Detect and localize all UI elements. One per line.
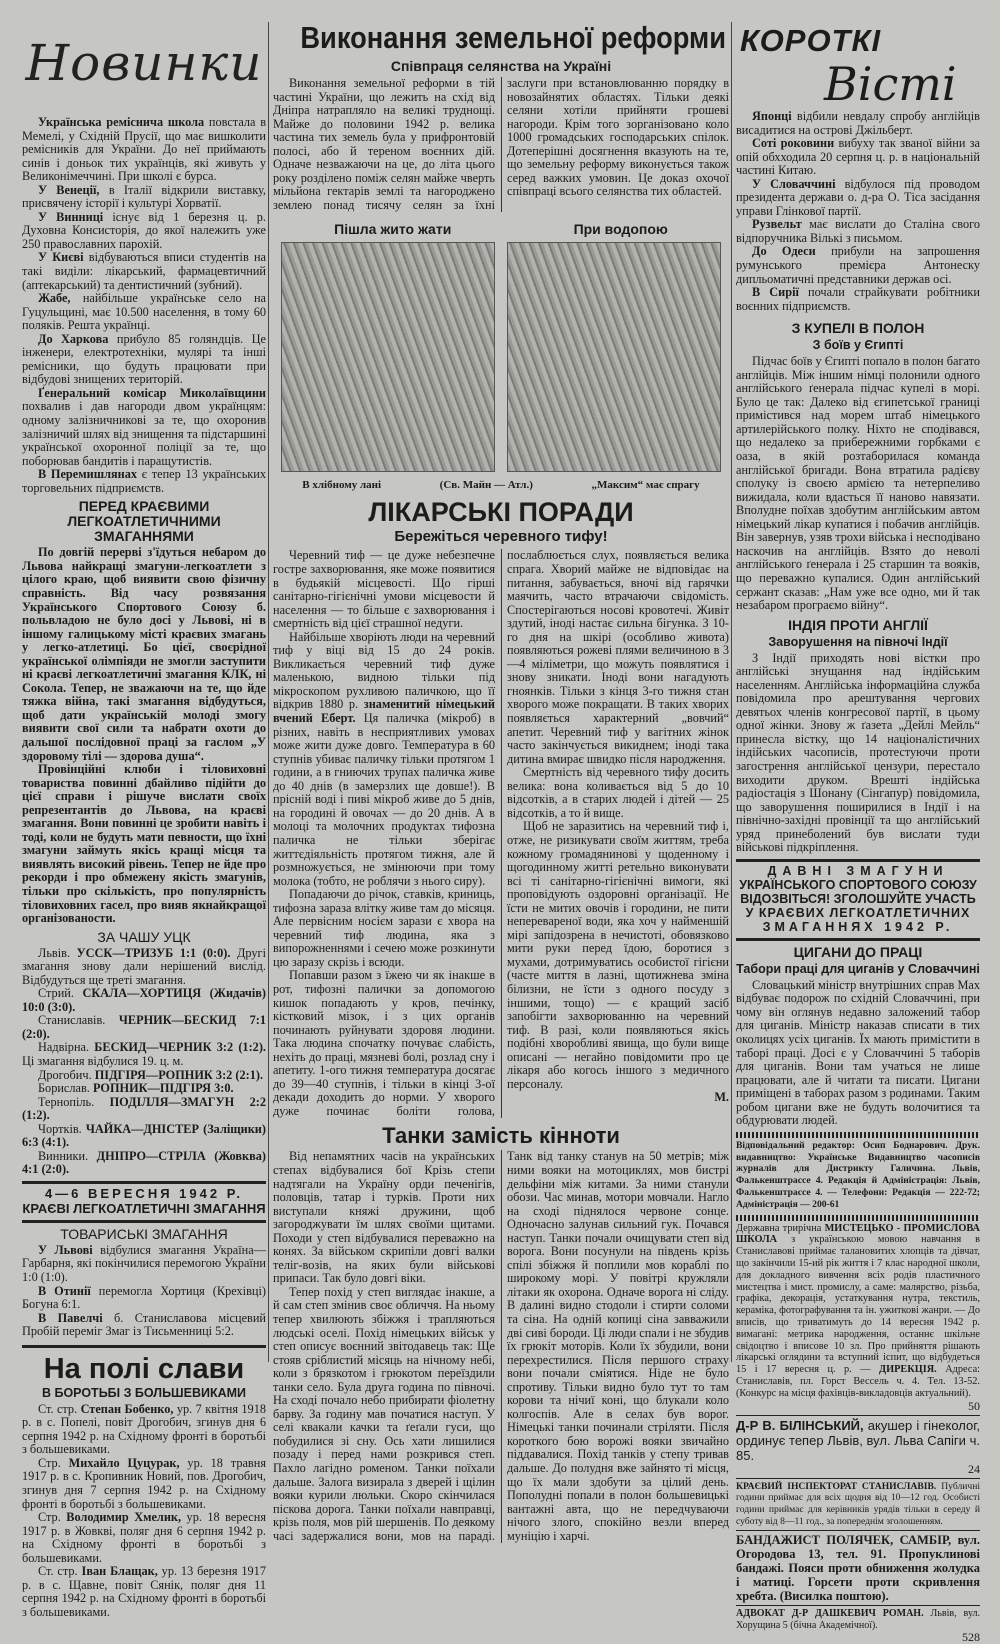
tanks-headline: Танки замість кінноти <box>382 1123 620 1149</box>
text: Чортків. <box>37 1121 86 1136</box>
bath-subtitle: З боїв у Єгипті <box>812 338 904 353</box>
paragraph <box>273 631 495 888</box>
bold-lead: ЧЕРНИК—БЕСКИД 7:1 (2:0). <box>22 1013 266 1041</box>
text: Ст. стр. <box>37 1564 82 1579</box>
news-item <box>22 184 266 211</box>
bold-lead: Степан Бобенко, <box>80 1401 174 1416</box>
paragraph <box>736 1140 980 1211</box>
bold-lead: Ґенеральний комісар Миколаївщини <box>37 385 266 400</box>
text: відбулося під проводом президента держави о. д-ра О. Тіса засідання управи Глінкової партії. <box>736 176 980 218</box>
divider <box>736 859 980 862</box>
news-item <box>736 110 980 137</box>
glory-subtitle: В БОРОТЬБІ З БОЛЬШЕВИКАМИ <box>41 1385 247 1400</box>
bold-lead: У Словаччині <box>751 176 836 191</box>
news-item <box>736 137 980 178</box>
short-news-list <box>736 110 980 313</box>
divider <box>22 1345 266 1348</box>
medical-subtitle: Бережіться черевного тифу! <box>394 528 608 546</box>
cup-results <box>22 947 266 1177</box>
news-item <box>22 211 266 252</box>
divider <box>22 1220 266 1223</box>
bold-lead: Жабе, <box>37 291 71 306</box>
bold-lead: Рузвельт <box>751 217 802 232</box>
veterans-banner <box>736 864 980 934</box>
text: б. Станиславова місцевий Пробій переміг Змаг із Тисьменниці 5:2. <box>22 1310 266 1339</box>
bold-lead: ЧАЙКА—ДНІСТЕР (Заліщики) 6:3 (4:1). <box>22 1121 266 1150</box>
friendly-heading: ТОВАРИСЬКІ ЗМАГАННЯ <box>60 1225 228 1242</box>
reform-headline: Виконання земельної реформи <box>300 20 727 55</box>
paragraph <box>273 1150 495 1285</box>
reform-article <box>273 77 729 212</box>
divider <box>22 1181 266 1184</box>
ad-number: 24 <box>968 1461 980 1476</box>
bold-lead: У Львові <box>37 1242 93 1257</box>
paragraph <box>736 979 980 1128</box>
text: відбулися змагання Україна—Гарбарня, які покінчилися перемогою України 1:0 (1:0). <box>22 1242 266 1285</box>
news-item <box>22 292 266 333</box>
school-ad <box>736 1223 980 1400</box>
text: Публичні години приймає для всіх щодня від 10—12 год. Особисті години приймає для керівників урядів тільки в середу й суботу від 8—11 год., за попереднім зголошенням. <box>736 1480 981 1527</box>
text: Станиславів. <box>37 1013 119 1028</box>
korotki-visti-logo <box>736 18 980 110</box>
text: прибули на запрошення румунського премієра Антонеску дипльоматичні представники держав осі. <box>736 244 980 286</box>
photo-titles <box>273 220 729 238</box>
tanks-article <box>273 1150 729 1543</box>
match-result <box>22 947 266 988</box>
text: Стрий. <box>37 986 83 1001</box>
logo-bottom: Вісті <box>824 57 957 111</box>
column-rule <box>731 22 732 1362</box>
text: відбуваються вписи студентів на такі виділи: лікарський, фармацевтичний (аптекарський) та дентистичний (зубний). <box>22 250 266 292</box>
bold-lead: СКАЛА—ХОРТИЦЯ (Жидачів) 10:0 (3:0). <box>22 986 266 1014</box>
photo-section <box>273 242 729 472</box>
text: ур. 7 квітня 1918 р. в с. Попелі, повіт Дрогобич, згинув дня 6 серпня 1942 р. на Східному фронті в боротьбі з большевиками. <box>22 1401 266 1457</box>
news-item <box>736 218 980 245</box>
bold-lead: В Павелчі <box>37 1310 103 1325</box>
text: вул. Огородова 13, тел. 91. Пропуклинові бандажі. Пояси проти обниження жолудка і матиці. Горсети проти скривлення хребта. (Висилка поштою). <box>736 1532 981 1603</box>
bold-lead: БАНДАЖИСТ ПОЛЯЧЕК, САМБІР, <box>736 1532 952 1547</box>
text: Попадаючи до річок, ставків, криниць, тифозна зараза влітку живе там до місяця. Але первісним носієм зарази є хвора на черевний тиф людина, яка з випорожненнями і сечею може розкинути цю заразу скрізь і всюди. <box>273 887 495 969</box>
paragraph <box>736 1223 980 1400</box>
bold-lead: ПОДІЛЛЯ—ЗМАГУН 2:2 (1:2). <box>22 1094 266 1123</box>
text: має вислати до Сталіна свого відпоручника Вількі з письмом. <box>736 217 980 245</box>
cup-heading: ЗА ЧАШУ УЦК <box>97 928 191 945</box>
text: з українською мовою навчання в Станиславові приймає талановитих хлопців та дівчат, що закінчили 15-ий рік життя і 7 клас народної школи, для докладного вивчення всіх родів пластичного мистецтва і мист. промислу, а саме: малярство, різьба, графіка, декорація, устаткування нутра, текстиль, кераміка, фотографування та ін. ужиткові жанри. — До вписів, що триватимуть до 14 вересня 1942 р. вимагані: метрика народження, останнє шкільне свідоцтво і вписове 10 зл. Про прийняття рішають лікарські оглядини та вступний іспит, що відбудеться 15 і 17 вересня ц. р. — <box>736 1234 980 1376</box>
text: повстала в Мемелі, у Східній Прусії, що має вишколити ремісників для України. До неї приймають синів і доньок тих українців, які живуть у Великонімеччині. При школі є бурса. <box>22 115 266 184</box>
bold-lead: Японці <box>751 109 792 123</box>
medical-article <box>273 549 729 1118</box>
text: Підчас боїв у Єгипті попало в полон багато англійців. Між іншим німці полонили одного англійського ґенерала підчас купелі в морі. Було це так: Далеко від єгипетської границі примістився над морем штаб німецького артилерійського полку. Ніхто не сподівався, що недалеко за прибережними горбками є оаза, в якій розтаборилася команда англійської бригади. Вона втратила радієву сполуку із своєю армією та нетерпеливо вижидала, коли вдасться її наново навязати. Вполудне поїхав здобутим англійським автом німецький лікар купатися і побачив англійців. Він завернув, узяв трохи війська і несподівано наскочив на англійців. Взято до неволі англійського ґенерала і 25 старшин та вояків, що переважно купалися. Один англійський сержант сказав: „Нам уже все одно, ми й так незабаром програємо війну“. <box>736 354 980 613</box>
bold-lead: Соті роковини <box>751 136 835 151</box>
bold-lead: ПІДГІРЯ—РОПНИК 3:2 (2:1). <box>94 1067 264 1082</box>
fallen-soldier <box>22 1511 266 1565</box>
text: Дрогобич. <box>37 1067 95 1082</box>
text: Адреса: Станиславів, пл. Горст Вессель ч. 4. Тел. 13-52. (Конкурс на місця фахівців-викладовців актуальний). <box>736 1364 980 1399</box>
text: вибуху так званої війни за опій обхходила 20 серпня ц. р. в національній частині Китаю. <box>736 136 980 178</box>
text: Винники. <box>37 1148 97 1163</box>
match-result <box>22 1150 266 1177</box>
text: Ця паличка (мікроб) в різних, навіть в несприятливих умовах може жити дуже довго. Температура в 60 ступнів убиває паличку тільки протягом 1 години, а в гниючих трупах паличка живе до 40 днів (в замерзлих ще довше!). В прісній воді і пиві мікроб живе до 5 днів, на городині й овочах — до 20 днів. А в молоці та молочних продуктах тифозна паличка не тільки зберігає життєдіяльність протягом тижня, але й розмножується, не змінюючи при тому молока (тобто, не роблячи з нього сиру). <box>273 711 495 888</box>
middle-column <box>273 18 729 1543</box>
bold-lead: КРАЄВИЙ ІНСПЕКТОРАТ СТАНИСЛАВІВ. <box>736 1480 937 1492</box>
bold-lead: Провінційні клюби і тіловиховні товариства повинні дбайливо підійти до цієї справи і рішуче вислати своїх репрезентантів до Львова, на краєві змагання. Вони повинні це зробити навіть і тоді, коли не будуть мати певности, що їхні змагуни займуть якісь кращі місця та виявлять високий рівень. Тепер не йде про рекорди і про обмежену якість змагунів, тільки про скількість, про популярність тіловиховних гасел, про вияв якнайкращої організованости. <box>22 762 266 926</box>
text: Другі змагання знову дали нерішений вислід. Відбудуться ще треті змагання. <box>22 945 266 987</box>
fallen-soldier <box>22 1403 266 1457</box>
gypsies-article <box>736 979 980 1128</box>
news-item <box>22 251 266 292</box>
bold-lead: У Києві <box>37 250 84 265</box>
bold-lead: ДИРЕКЦІЯ. <box>879 1364 937 1376</box>
paragraph <box>736 355 980 612</box>
text: Щоб не заразитись на черевний тиф і, отже, не ризикувати своїм життям, треба кожному громадянинові у щоденному і щогодинному житті ретельно виконувати всі ті санітарно-гігієнічні вимоги, які проповідують оздоровні організації. Не їсти не митих овочів і городини, не пити неперевареної води, яка хоч у найменшій мірі запідозрена в нечистоті, обовязково мити руки перед їдою, боротися з мухами, дотримуватись особистої гігієни (часте миття в лазні, щотижнева зміна білизни, не їсти з одного посуду з іншими, тощо) — є кращий засіб запобігти захворюванню на черевний тиф. В разі, коли появляються якісь подібні хворобливі явища, що були вище описані — негайно повідомити про це лікаря або когось іншого з медичного персоналу. <box>507 819 729 1091</box>
fallen-soldier <box>22 1565 266 1619</box>
divider <box>736 1605 980 1606</box>
news-item <box>736 178 980 219</box>
ad-number: 50 <box>968 1398 980 1413</box>
text: Тернопіль. <box>37 1094 110 1109</box>
news-item <box>22 116 266 184</box>
text: Смертність від черевного тифу досить велика: вона коливається від 5 до 10 відсотків, а в старих людей і дітей — 25 відсотків, а то й вище. <box>507 765 729 820</box>
text: Виконання земельної реформи в тій частині України, що лежить на схід від Дніпра натрапляло на великі труднощі. Майже до половини 1942 р. велика частина тих земель була у прифронтовій полосі, або й тереном воєнних дій. Одначе незважаючи на це, до літа цього року розділено поміж селян майже чверть мільйона гектарів землі та нагороджено землею понад тисячу селян за їхні заслуги при встановлюванню порядку в новозайнятих областях. Тільки деякі селяни хотіли прийняти грошеві нагороди. Крім того зорганізовано коло 1000 громадських господарських спілок. Дотеперішні досягнення вказують на те, що земельну реформу виконується також серед важких умовин. Це доказ охочої співпраці всього селянства тих областей. <box>273 76 729 212</box>
right-photo-caption: „Максим“ має спрагу <box>591 479 700 492</box>
news-item <box>22 333 266 387</box>
paragraph <box>273 888 495 969</box>
banner-line: У КРАЄВИХ ЛЕГКОАТЛЕТИЧНИХ <box>745 905 971 920</box>
gypsies-heading: ЦИГАНИ ДО ПРАЦІ <box>793 943 923 960</box>
medical-signature: М. <box>714 1090 729 1105</box>
championship-date: 4—6 ВЕРЕСНЯ 1942 Р. <box>44 1185 244 1201</box>
text: ур. 13 березня 1917 р. в с. Щавне, повіт Сянік, поляг дня 11 серпня 1942 р. на Східному фронті в боротьбі з большевиками. <box>22 1564 266 1619</box>
paragraph <box>22 546 266 763</box>
news-list <box>22 116 266 495</box>
paragraph <box>273 549 495 630</box>
right-column <box>736 18 980 1644</box>
bold-lead: Українська реміснича школа <box>37 115 205 129</box>
news-item <box>736 245 980 286</box>
left-photo-caption: В хлібному лані <box>302 479 382 492</box>
bath-article <box>736 355 980 612</box>
fallen-soldier <box>22 1457 266 1511</box>
banner-line: ЗМАГАННЯХ 1942 Р. <box>762 919 954 934</box>
bold-lead: У Венеції, <box>37 182 100 197</box>
banner-line: ВІДОЗВІТЬСЯ! ЗГОЛОШУЙТЕ УЧАСТЬ <box>740 891 976 906</box>
text: похвалив і дав нагороди двом українцям: одному залізничникові за те, що охоронив залізничий шлях від знищення та підстаршині української охоронної поліції за те, що поборював бандитів і паращутистів. <box>22 399 266 468</box>
column-rule <box>268 22 269 1362</box>
divider <box>736 1415 980 1416</box>
reform-subtitle: Співпраця селянства на Україні <box>390 58 612 74</box>
lawyer-ad <box>736 1608 980 1632</box>
divider <box>736 1530 980 1531</box>
bold-lead: По довгій перерві з'їдуться небаром до Львова найкращі змагуни-легкоатлети з цілого краю, щоб виявити свою фізичну справність. Від часу розвязання Українського Спортового Союзу б. польвладою не було досі у Львові, ні в іншому галицькому місті краєвих змагань у легко-атлетиці. Бо цієї, своєрідної української олімпіяди не змогли заступити ні краєві легкоатлетичні змагання КЛК, ні Сокола. Тепер, не зважаючи на те, що йде тяжка війна, такі змагання відбудуться, щоб дати українській молоді змогу виявити свої сили та набрати охоти до дальшої послідовної праці за гаслом „У здоровому тілі — здорова душа“. <box>22 545 266 763</box>
photo-horse-at-trough <box>507 242 721 472</box>
banner-line: ДАВНІ ЗМАГУНИ <box>767 863 949 878</box>
gypsies-subtitle: Табори праці для циганів у Словаччині <box>736 961 980 976</box>
text: Надвірна. <box>37 1040 95 1055</box>
india-article <box>736 652 980 855</box>
bandage-ad <box>736 1533 980 1603</box>
bold-lead: УССК—ТРИЗУБ 1:1 (0:0). <box>76 945 231 960</box>
text: Ст. стр. <box>37 1401 81 1416</box>
athletics-heading: ПЕРЕД КРАЄВИМИ ЛЕГКОАТЛЕТИЧНИМИ ЗМАГАННЯМИ <box>67 498 221 545</box>
left-column <box>22 18 266 1620</box>
photo-credit: (Св. Майн — Атл.) <box>439 479 533 492</box>
left-photo-title: Пішла жито жати <box>334 221 452 238</box>
match-result <box>22 1244 266 1285</box>
divider <box>736 938 980 941</box>
paragraph <box>507 820 729 1091</box>
doctor-ad <box>736 1418 980 1463</box>
match-result <box>22 1285 266 1312</box>
bold-lead: РОПНИК—ПІДГІРЯ 3:0. <box>92 1081 234 1096</box>
text: Борислав. <box>37 1081 93 1096</box>
ad-number: 528 <box>962 1630 980 1644</box>
text: Відповідальний редактор: Осип Боднарович. Друк. видавництво: Українське Видавництво часописів журналів для Дистрикту Галичина. Львів, Фалькенштрассе 4. Редакція й Адміністрація: Львів, Фалькенштрассе 4. — Телефони: Редакція — 222-72; Адміністрація — 200-61 <box>736 1139 980 1210</box>
banner-line: УКРАЇНСЬКОГО СПОРТОВОГО СОЮЗУ <box>739 877 977 892</box>
glory-heading: На полі слави <box>43 1352 245 1385</box>
championship-title: КРАЄВІ ЛЕГКОАТЛЕТИЧНІ ЗМАГАННЯ <box>22 1200 266 1216</box>
india-heading: ІНДІЯ ПРОТИ АНГЛІЇ <box>788 616 928 633</box>
text: є тепер 13 українських торговельних підприємств. <box>22 467 267 495</box>
paragraph <box>736 652 980 855</box>
text: акушер і гінеколог, ординує тепер Львів, вул. Льва Сапіги ч. 85. <box>736 1417 980 1463</box>
paragraph <box>736 1533 980 1603</box>
text: в Італії відкрили виставку, присвячену історії і культурі Хорватії. <box>22 182 266 211</box>
text: Черевний тиф — це дуже небезпечне гостре захворювання, яке може появитися в будьякій місцевості. Що гірші санітарно-гігієнічні умови місцевости й населення — то більше є захворювання і смертність від цієї страшної недуги. <box>273 548 495 631</box>
paragraph <box>507 766 729 820</box>
novynky-logo: Новинки <box>25 34 263 92</box>
text: найбільше українське село на Гуцульщині, має 10.500 населення, в тому 60 поляків. Решта українці. <box>22 291 266 333</box>
text: Стр. <box>37 1455 69 1470</box>
imprint <box>736 1140 980 1211</box>
text: прибуло 85 голяндців. Це інженери, електротехніки, мулярі та інші ремісники, що будуть працювати при відбудові знищених територій. <box>22 331 267 387</box>
paragraph <box>736 1481 980 1528</box>
logo-top: КОРОТКІ <box>740 23 882 58</box>
text: Львів. <box>37 945 77 960</box>
paragraph <box>273 77 729 212</box>
text: відбили невдалу спробу англійців висадитися на острові Джільберт. <box>736 109 980 137</box>
match-result <box>22 1041 266 1068</box>
match-result <box>22 1096 266 1123</box>
bold-lead: МИСТЕЦЬКО - ПРОМИСЛОВА ШКОЛА <box>736 1222 980 1246</box>
bold-lead: БЕСКИД—ЧЕРНИК 3:2 (1:2). <box>94 1040 266 1055</box>
text: ур. 18 вересня 1917 р. в Жовкві, поляг дня 6 серпня 1942 р. на Східному фронті в боротьбі з большевиками. <box>22 1510 266 1565</box>
news-item <box>22 387 266 468</box>
friendly-results <box>22 1244 266 1339</box>
text: Попавши разом з їжею чи як інакше в рот, тифозні палички за допомогою кишок попадають у кров, печінку, кістковий мізок, і з цих органів починають руйнувати здоровя людини. Така людина спочатку почуває слабість, нехіть до праці, мязневі болі, розлад сну і апетиту. 1-ого тижня температура досягає до 39—40 ступнів, і тільки в кінці 3-ої декади доходить до норми. У хворого дуже починає боліти голова, послаблюється слух, появляється велика спрага. Хворий майже не відповідає на питання, забувається, вночі від гарячки маячить, часто втрачаючи свідомість. Спостерігаються носові кровотечі. Живіт здутий, іноді настає сильна бігунка. З 10-го дня на шкірі (особливо живота) появляються рожеві плями величиною в 3—4 міліметри, що можуть появлятися і знову зникати. Іноді вони нагадують гноянків. Тільки з кінця 3-го тижня стан хворого може покращати. В таких хворих появляється характерний „вовчий“ апетит. Черевний тиф у вагітних жінок часто закінчується викиднем; іноді така дитина вмирає швидко після народження. <box>273 548 729 1118</box>
text: перемогла Хортиця (Крехівці) Богуна 6:1. <box>22 1283 266 1312</box>
text: Стр. <box>37 1510 67 1525</box>
fallen-list <box>22 1403 266 1620</box>
bold-lead: Володимир Хмелик, <box>66 1510 182 1525</box>
inspectorate-ad <box>736 1481 980 1528</box>
news-item <box>22 468 266 495</box>
text: Найбільше хворіють люди на черевний тиф у віці від 15 до 24 років. Викликається черевний тиф дуже маленькою, видною тільки під мікроскопом рухливою паличкою, що її відкрив 1880 р. <box>273 629 495 712</box>
match-result <box>22 1014 266 1041</box>
bold-lead: В Сирії <box>751 285 799 300</box>
photo-girl-with-wheat <box>281 242 495 472</box>
bold-lead: АДВОКАТ Д-Р ДАШКЕВИЧ РОМАН. <box>736 1607 924 1619</box>
text: Львів, вул. Хорущина 5 (бічна Академічної). <box>736 1607 980 1631</box>
paragraph <box>736 1608 980 1632</box>
medical-headline: ЛІКАРСЬКІ ПОРАДИ <box>368 497 634 528</box>
athletics-article <box>22 546 266 925</box>
bold-lead: В Перемишлянах <box>37 467 138 482</box>
text: ур. 18 травня 1917 р. в с. Кропивник Новий, пов. Дрогобич, згинув дня 7 серпня 1942 р. на Східному фронті в боротьбі з большевиками. <box>22 1455 266 1511</box>
text: Ці змагання відбулися 19. ц. м. <box>22 1054 184 1068</box>
match-result <box>22 1082 266 1096</box>
medical-paragraphs <box>273 549 729 1118</box>
match-result <box>22 1123 266 1150</box>
paragraph <box>736 1418 980 1463</box>
text: існує від 1 березня ц. р. Духовна Консисторія, до якої належить уже 250 православних парохій. <box>22 209 266 251</box>
bold-lead: Михайло Цуцурак, <box>68 1455 180 1470</box>
photo-captions <box>273 478 729 492</box>
divider <box>736 1132 980 1138</box>
paragraph <box>22 763 266 926</box>
bold-lead: Іван Блащак, <box>81 1564 158 1579</box>
india-subtitle: Заворушення на півночі Індії <box>768 634 948 649</box>
text: почали страйкувати робітники воєнних підприємств. <box>736 285 980 313</box>
bold-lead: До Харкова <box>37 331 109 346</box>
match-result <box>22 987 266 1014</box>
divider <box>736 1215 980 1221</box>
match-result <box>22 1069 266 1083</box>
text: Державна трирічна <box>736 1222 825 1234</box>
divider <box>736 1478 980 1479</box>
news-item <box>736 286 980 313</box>
bold-lead: В Отинії <box>37 1283 91 1298</box>
text: Тепер похід у степ виглядає інакше, а й сам степ змінив своє обличчя. На ньому тепер хвилюють збіжжя і трапляються людські оселі. Похід німецьких військ у степ описує воєнний звітодавець так: Ще стояв сріблистий місяць на нічному небі, коли з брязкотом і грюкотом переїздили танки село. Була друга година по півночі. На сході почало небо прибирати фіолетну барву. За годину мав початися наступ. У селі квакали качки та ґеґали гуси, що побудилися зі сну. Ось хати лишилися позаду і перед нами розкрився степ. Пахло лагідно роменом. Танки поїхали дальше. Залога визирала з дверей і щілин вояки курили люльки. Скоро скінчилася піскова дорога. Танки поїхали навправці, крізь поля, мов рій шершенів. По деякому часі задержалися вони, мов на параді. Танк від танку станув на 50 метрів; між ними вояки на мотоциклях, мов бистрі дельфіни між китами. За ними станули обози. Час минав, мотори мовчали. Нагло на сході піднялося червоне сонце. Одночасно залунав сильний гук. Почався наступ. Танки почали очищувати степ від ворога. Вони посунули на південь крізь спілі збіжжя й поплили мов кораблі по широкому морі. У повітрі кружляли літаки як охорона. Одначе ворога ні сліду. В далині видно стодоли і стирти соломи та сіна. На одній копиці сіна завважили дві сиві бороди. Ці люди спали і не збудив їх грюкіт моторів. Коли їх збудили, вони перехрестилися. Після першого страху вони почали сміятися. Ніде не було спротиву. Тільки видно було тут то там корови та нічиї коні, що блукали коло колгоспів. Але в селах був ворог. Німецькі танки починали стріляти. Після короткого бою ворожі вояки звичайно піддавалися. Похід танків у степу тривав дальше. До полудня вже зайнято ті місця, що їх мали здобути за цілий день. Пополудні попали в полон большевицькі вантажні авта, що не передчуваючи нічого злого, спокійно везли вперед муніцію і харчі. <box>273 1149 729 1543</box>
bold-lead: ДНІПРО—СТРІЛА (Жовква) 4:1 (2:0). <box>22 1148 266 1177</box>
text: Від непамятних часів на українських степах відбувалися бої Крізь степи надтягали на Україну орди печенігів, половців, татар і турків. Проти них виступали княжі дружини, щоб загороджувати їм шлях своїми щитами. Походи у степ відбувалися переважно на конях. За військом скрипіли довгі валки теліг-возів, на яких були військові припаси. Так було довгі віки. <box>273 1149 495 1286</box>
right-photo-title: При водопою <box>573 221 668 238</box>
bold-lead: знаменитий німецький вчений Еберт. <box>273 697 495 726</box>
bold-lead: До Одеси <box>751 244 816 259</box>
bath-heading: З КУПЕЛІ В ПОЛОН <box>791 320 925 337</box>
text: Словацький міністр внутрішних справ Мах відбуває подорож по східній Словаччині, при чому він оглянув недавно заложений табор для циганів. Міністр наказав списати в тих околицях усіх циганів. Їх мають примістити в таборі праці. Досі є у Словаччині 5 таборів для циганів. Вони там учаться не лише працювати, але й читати та писати. Цигани приміщені в таборах разом з родинами. Таким робом цигани вже не будуть волочитися та обдурювати людей. <box>736 977 980 1128</box>
bold-lead: У Винниці <box>37 209 104 224</box>
match-result <box>22 1312 266 1339</box>
bold-lead: Д-Р В. БІЛІНСЬКИЙ, <box>736 1417 864 1433</box>
text: З Індії приходять нові вістки про англійські знущання над індійським населенням. Англійська інформаційна служба повідомила про арештування чергових девятьох членів конгресової партії, в цьому одної жінки. Знову ж ґазета „Дейлі Мейль“ принесла вістку, що 14 націоналістичних індійських часописів, протестуючи проти загострення англійської цензури, перестало виходити друком. Врешті індійська радіостація з Шонану (Сінгапур) повідомила, що заворушення поширилися в Індії і на північно-західні провінції та що англійський уряд принеболений був вислати туди військові підкріплення. <box>736 650 980 855</box>
